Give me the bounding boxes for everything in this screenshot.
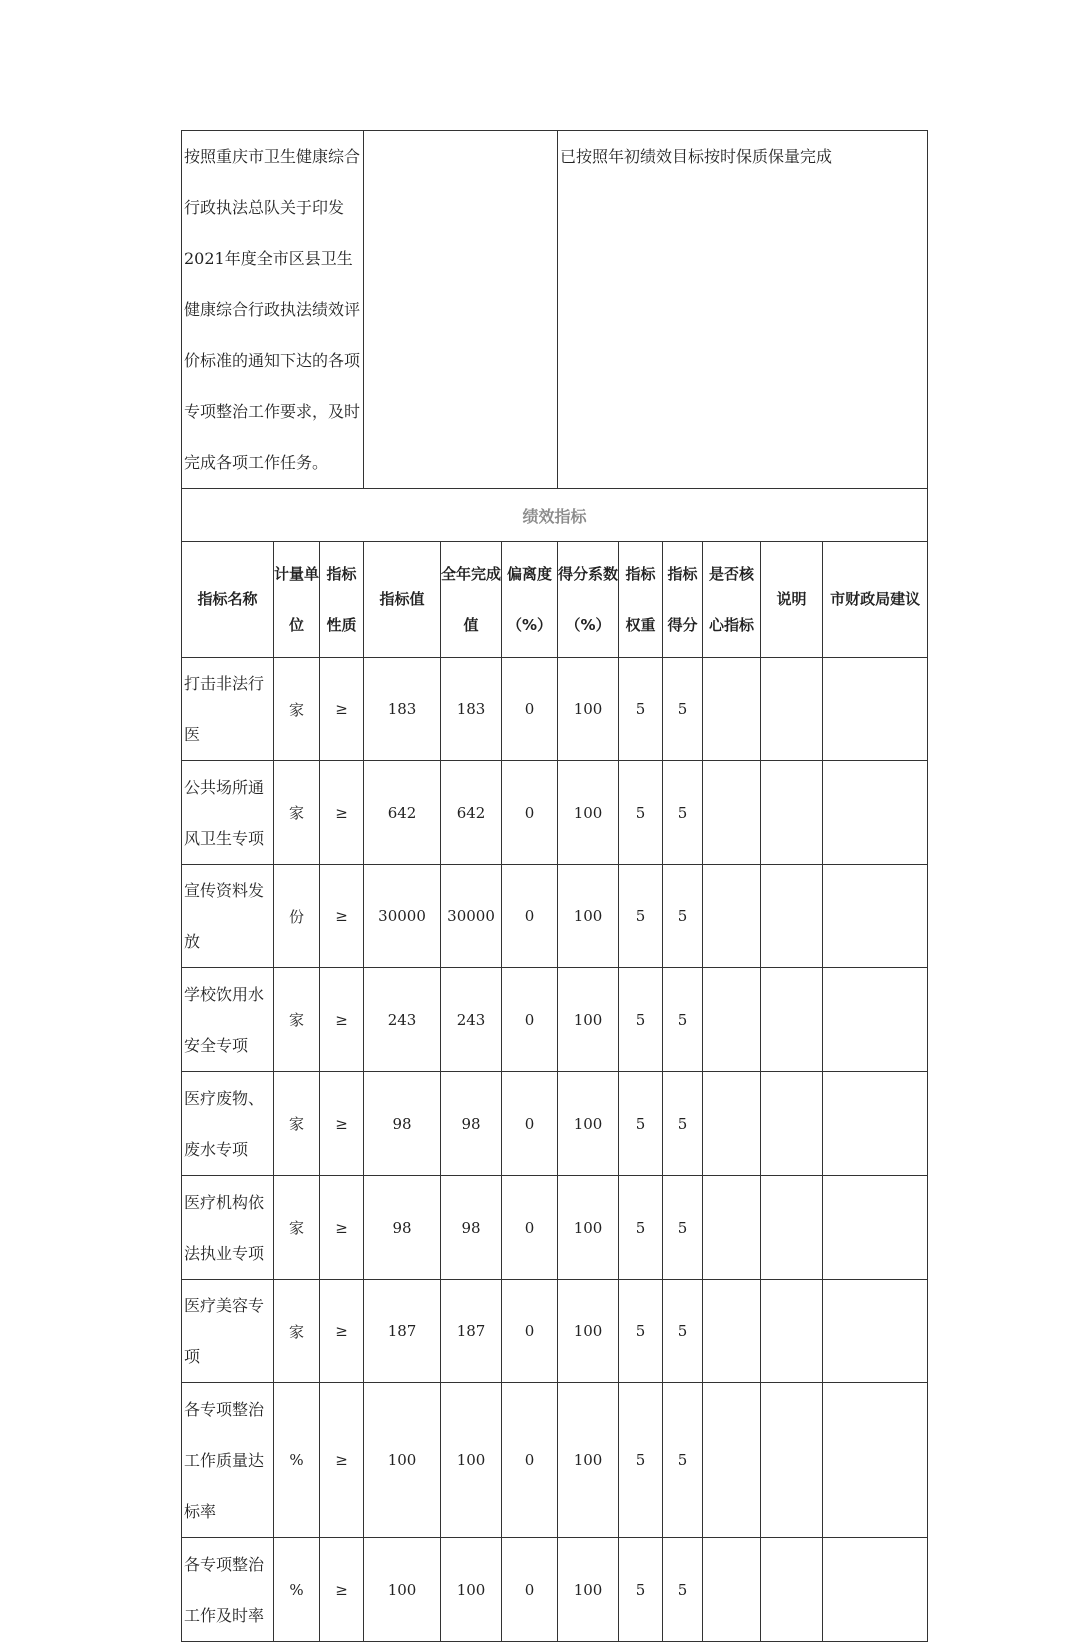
cell-unit: 份 xyxy=(274,865,320,968)
header-target: 指标值 xyxy=(364,542,441,658)
header-score: 指标得分 xyxy=(663,542,703,658)
header-nature: 指标性质 xyxy=(320,542,364,658)
header-actual: 全年完成值 xyxy=(441,542,502,658)
cell-deviation: 0 xyxy=(502,1072,558,1176)
table-row xyxy=(182,658,928,761)
header-suggestion: 市财政局建议 xyxy=(823,542,928,658)
cell-unit: 家 xyxy=(274,968,320,1072)
table-row xyxy=(182,1176,928,1280)
cell-weight: 5 xyxy=(619,1383,663,1538)
cell-note xyxy=(761,1072,823,1176)
task-cell xyxy=(182,131,364,489)
performance-sheet xyxy=(181,130,927,1642)
cell-coefficient: 100 xyxy=(558,1072,619,1176)
cell-unit: % xyxy=(274,1538,320,1642)
cell-score: 5 xyxy=(663,1280,703,1383)
table-row xyxy=(182,1538,928,1642)
cell-deviation: 0 xyxy=(502,761,558,865)
cell-note xyxy=(761,761,823,865)
header-note: 说明 xyxy=(761,542,823,658)
cell-note xyxy=(761,1176,823,1280)
cell-core xyxy=(703,1280,761,1383)
cell-note xyxy=(761,865,823,968)
table-row xyxy=(182,1072,928,1176)
cell-note xyxy=(761,1538,823,1642)
cell-unit: 家 xyxy=(274,658,320,761)
cell-unit: 家 xyxy=(274,1072,320,1176)
table-row xyxy=(182,761,928,865)
header-deviation: 偏离度（%） xyxy=(502,542,558,658)
cell-target: 30000 xyxy=(364,865,441,968)
cell-nature: ≥ xyxy=(320,1072,364,1176)
cell-weight: 5 xyxy=(619,761,663,865)
cell-core xyxy=(703,865,761,968)
completion-cell xyxy=(558,131,928,489)
header-core: 是否核心指标 xyxy=(703,542,761,658)
cell-coefficient: 100 xyxy=(558,1280,619,1383)
cell-target: 187 xyxy=(364,1280,441,1383)
section-row xyxy=(182,489,928,542)
cell-coefficient: 100 xyxy=(558,1538,619,1642)
cell-score: 5 xyxy=(663,1538,703,1642)
cell-deviation: 0 xyxy=(502,1538,558,1642)
cell-target: 243 xyxy=(364,968,441,1072)
cell-name: 学校饮用水安全专项 xyxy=(182,968,274,1072)
cell-weight: 5 xyxy=(619,658,663,761)
section-title: 绩效指标 xyxy=(182,489,928,542)
cell-nature: ≥ xyxy=(320,1538,364,1642)
cell-score: 5 xyxy=(663,1176,703,1280)
header-row xyxy=(182,542,928,658)
cell-score: 5 xyxy=(663,968,703,1072)
cell-actual: 642 xyxy=(441,761,502,865)
cell-actual: 98 xyxy=(441,1176,502,1280)
cell-unit: 家 xyxy=(274,1176,320,1280)
middle-cell xyxy=(364,131,558,489)
cell-coefficient: 100 xyxy=(558,968,619,1072)
table-row xyxy=(182,1280,928,1383)
cell-weight: 5 xyxy=(619,1072,663,1176)
cell-note xyxy=(761,968,823,1072)
header-coefficient: 得分系数（%） xyxy=(558,542,619,658)
cell-name: 公共场所通风卫生专项 xyxy=(182,761,274,865)
cell-target: 100 xyxy=(364,1383,441,1538)
cell-suggestion xyxy=(823,658,928,761)
cell-deviation: 0 xyxy=(502,1383,558,1538)
cell-actual: 98 xyxy=(441,1072,502,1176)
cell-unit: % xyxy=(274,1383,320,1538)
cell-coefficient: 100 xyxy=(558,1176,619,1280)
cell-weight: 5 xyxy=(619,1280,663,1383)
header-unit: 计量单位 xyxy=(274,542,320,658)
cell-nature: ≥ xyxy=(320,761,364,865)
cell-actual: 100 xyxy=(441,1383,502,1538)
cell-actual: 243 xyxy=(441,968,502,1072)
completion-text: 已按照年初绩效目标按时保质保量完成 xyxy=(560,147,833,166)
cell-note xyxy=(761,1280,823,1383)
cell-unit: 家 xyxy=(274,1280,320,1383)
cell-deviation: 0 xyxy=(502,865,558,968)
cell-weight: 5 xyxy=(619,1176,663,1280)
cell-nature: ≥ xyxy=(320,658,364,761)
cell-name: 医疗美容专项 xyxy=(182,1280,274,1383)
cell-suggestion xyxy=(823,968,928,1072)
cell-actual: 100 xyxy=(441,1538,502,1642)
cell-suggestion xyxy=(823,1072,928,1176)
cell-score: 5 xyxy=(663,658,703,761)
cell-nature: ≥ xyxy=(320,865,364,968)
cell-name: 各专项整治工作及时率 xyxy=(182,1538,274,1642)
table-row xyxy=(182,968,928,1072)
cell-weight: 5 xyxy=(619,968,663,1072)
cell-core xyxy=(703,1538,761,1642)
cell-suggestion xyxy=(823,1176,928,1280)
cell-suggestion xyxy=(823,1383,928,1538)
cell-core xyxy=(703,1383,761,1538)
cell-target: 100 xyxy=(364,1538,441,1642)
cell-actual: 183 xyxy=(441,658,502,761)
cell-nature: ≥ xyxy=(320,1280,364,1383)
cell-note xyxy=(761,658,823,761)
cell-actual: 187 xyxy=(441,1280,502,1383)
cell-target: 642 xyxy=(364,761,441,865)
cell-suggestion xyxy=(823,1538,928,1642)
header-name: 指标名称 xyxy=(182,542,274,658)
cell-weight: 5 xyxy=(619,1538,663,1642)
cell-core xyxy=(703,658,761,761)
cell-deviation: 0 xyxy=(502,1176,558,1280)
cell-core xyxy=(703,1176,761,1280)
cell-coefficient: 100 xyxy=(558,658,619,761)
cell-nature: ≥ xyxy=(320,1383,364,1538)
cell-coefficient: 100 xyxy=(558,865,619,968)
cell-coefficient: 100 xyxy=(558,1383,619,1538)
cell-actual: 30000 xyxy=(441,865,502,968)
cell-name: 宣传资料发放 xyxy=(182,865,274,968)
cell-score: 5 xyxy=(663,1383,703,1538)
task-row xyxy=(182,131,928,489)
cell-deviation: 0 xyxy=(502,1280,558,1383)
cell-note xyxy=(761,1383,823,1538)
cell-name: 医疗机构依法执业专项 xyxy=(182,1176,274,1280)
cell-coefficient: 100 xyxy=(558,761,619,865)
cell-deviation: 0 xyxy=(502,968,558,1072)
cell-weight: 5 xyxy=(619,865,663,968)
cell-unit: 家 xyxy=(274,761,320,865)
cell-score: 5 xyxy=(663,761,703,865)
cell-suggestion xyxy=(823,865,928,968)
task-text: 按照重庆市卫生健康综合行政执法总队关于印发2021年度全市区县卫生健康综合行政执法绩效评价标准的通知下达的各项专项整治工作要求，及时完成各项工作任务。 xyxy=(184,147,361,472)
cell-core xyxy=(703,968,761,1072)
cell-name: 各专项整治工作质量达标率 xyxy=(182,1383,274,1538)
table-row xyxy=(182,1383,928,1538)
middle-text xyxy=(364,127,557,131)
cell-target: 98 xyxy=(364,1072,441,1176)
cell-suggestion xyxy=(823,761,928,865)
cell-nature: ≥ xyxy=(320,968,364,1072)
performance-table xyxy=(181,130,928,1642)
table-row xyxy=(182,865,928,968)
cell-deviation: 0 xyxy=(502,658,558,761)
cell-name: 打击非法行医 xyxy=(182,658,274,761)
cell-nature: ≥ xyxy=(320,1176,364,1280)
cell-score: 5 xyxy=(663,865,703,968)
cell-core xyxy=(703,1072,761,1176)
cell-target: 98 xyxy=(364,1176,441,1280)
cell-core xyxy=(703,761,761,865)
cell-score: 5 xyxy=(663,1072,703,1176)
header-weight: 指标权重 xyxy=(619,542,663,658)
cell-suggestion xyxy=(823,1280,928,1383)
cell-target: 183 xyxy=(364,658,441,761)
cell-name: 医疗废物、废水专项 xyxy=(182,1072,274,1176)
